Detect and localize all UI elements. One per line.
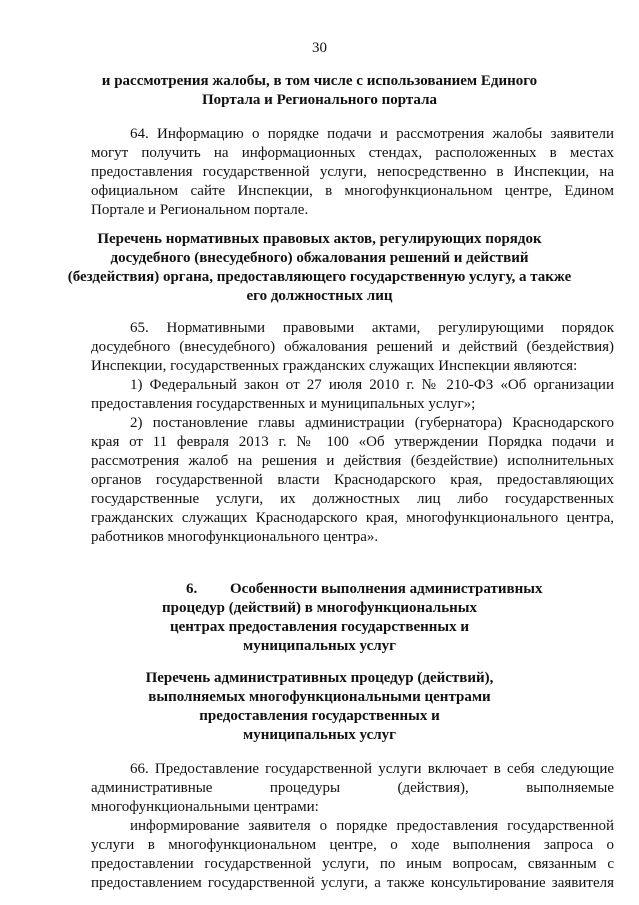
heading-top-line-2: Портала и Регионального портала <box>202 92 437 108</box>
para64-line-4: официальном сайте Инспекции, в многофункциональном центре, Едином <box>91 183 614 199</box>
para66-line-4: информирование заявителя о порядке предоставления государственной <box>130 818 614 834</box>
heading-list-line-1: Перечень нормативных правовых актов, регулирующих порядок <box>97 231 542 247</box>
para65-line-2: досудебного (внесудебного) обжалования решений и действий (бездействия) <box>91 339 614 355</box>
heading-list-line-4: его должностных лиц <box>246 288 393 304</box>
para65-line-11: гражданских служащих Краснодарского края, многофункционального центра, <box>91 510 614 526</box>
para65-line-3: Инспекции, государственных гражданских служащих Инспекции являются: <box>91 358 578 374</box>
section6-line-2: процедур (действий) в многофункциональных <box>161 600 477 616</box>
section6-line-3: центрах предоставления государственных и <box>169 619 469 635</box>
para65-line-12: работников многофункционального центра». <box>91 529 379 545</box>
para65-line-5: предоставления государственных и муниципальных услуг»; <box>91 396 476 412</box>
heading-procedures-line-2: выполняемых многофункциональными центрами <box>148 689 491 705</box>
para65-line-4: 1) Федеральный закон от 27 июля 2010 г. № 210-ФЗ «Об организации <box>130 377 614 393</box>
heading-list-line-3: (бездействия) органа, предоставляющего государственную услугу, а также <box>67 269 572 285</box>
para66-line-5: услуги в многофункциональном центре, о ходе выполнения запроса о <box>91 837 614 853</box>
para66-line-1: 66. Предоставление государственной услуги включает в себя следующие <box>130 761 614 777</box>
page-number: 30 <box>312 40 327 56</box>
heading-procedures-line-1: Перечень административных процедур (действий), <box>145 670 494 686</box>
para65-line-9: органов государственной власти Краснодарского края, предоставляющих <box>91 472 614 488</box>
para65-line-6: 2) постановление главы администрации (губернатора) Краснодарского <box>130 415 614 431</box>
section6-line-4: муниципальных услуг <box>243 638 396 654</box>
section6-line-1: Особенности выполнения административных <box>230 581 543 597</box>
section6-number: 6. <box>186 581 198 597</box>
para66-line-7: предоставлением государственной услуги, а также консультирование заявителя <box>91 875 614 891</box>
para66-line-6: предоставлении государственной услуги, по иным вопросам, связанным с <box>91 856 614 872</box>
para65-line-8: рассмотрения жалоб на решения и действия (бездействие) исполнительных <box>91 453 614 469</box>
heading-procedures-line-4: муниципальных услуг <box>243 727 396 743</box>
heading-top-line-1: и рассмотрения жалобы, в том числе с использованием Единого <box>101 73 538 89</box>
para66-line-3: многофункциональными центрами: <box>91 799 319 815</box>
para64-line-3: предоставления государственной услуги, непосредственно в Инспекции, на <box>91 164 614 180</box>
heading-procedures-line-3: предоставления государственных и <box>199 708 440 724</box>
para65-line-10: государственные услуги, их должностных лиц либо государственных <box>91 491 614 507</box>
para64-line-1: 64. Информацию о порядке подачи и рассмотрения жалобы заявители <box>130 126 614 142</box>
para66-line-2: административные процедуры (действия), выполняемые <box>91 780 614 796</box>
para65-line-1: 65. Нормативными правовыми актами, регулирующими порядок <box>130 320 614 336</box>
para64-line-2: могут получить на информационных стендах, расположенных в местах <box>91 145 614 161</box>
para65-line-7: края от 11 февраля 2013 г. № 100 «Об утверждении Порядка подачи и <box>91 434 614 450</box>
heading-list-line-2: досудебного (внесудебного) обжалования решений и действий <box>110 250 529 266</box>
para64-line-5: Портале и Региональном портале. <box>91 202 309 218</box>
